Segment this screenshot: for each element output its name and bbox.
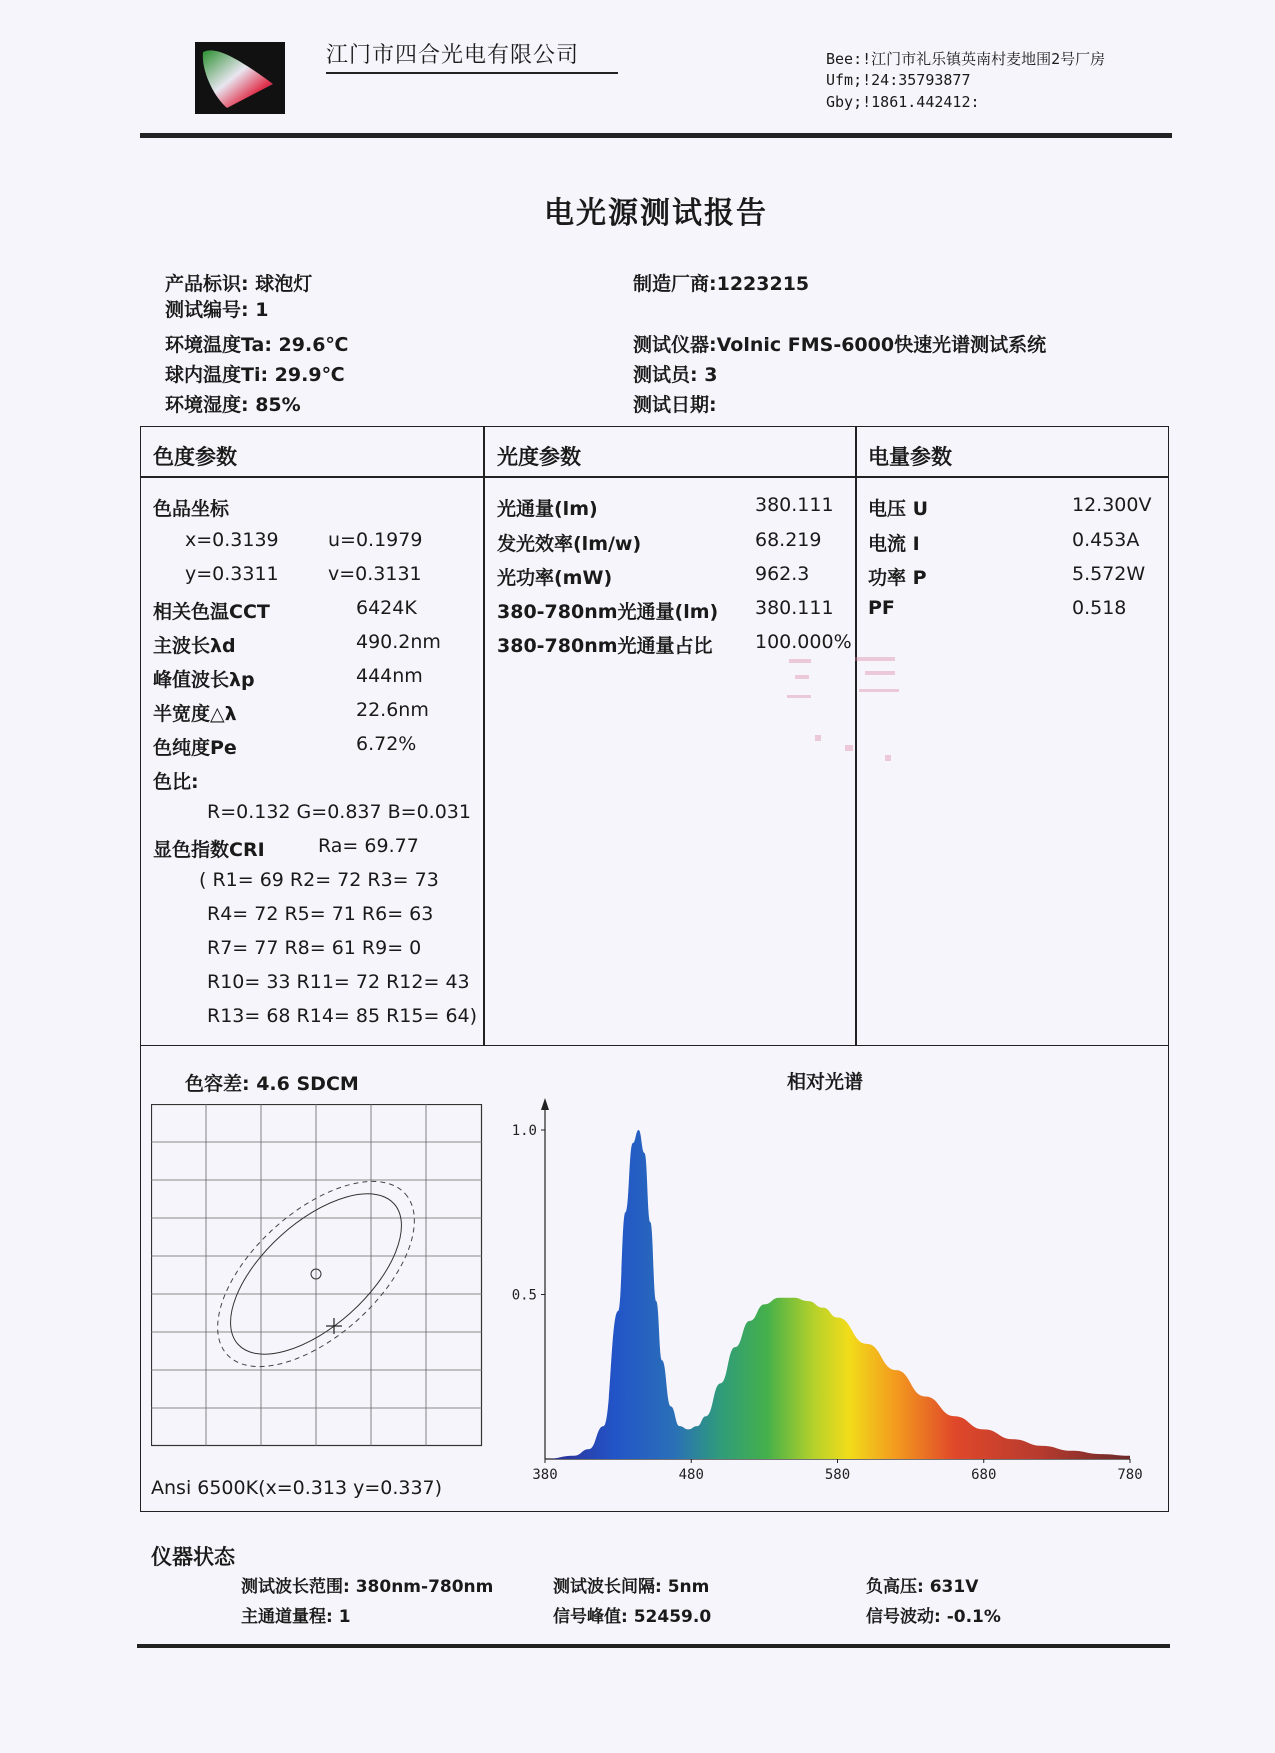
faint-stamp bbox=[785, 655, 915, 775]
photo-label-1: 发光效率(lm/w) bbox=[497, 533, 642, 555]
elec-label-0: 电压 U bbox=[868, 498, 929, 520]
test-number: 测试编号: 1 bbox=[165, 299, 269, 321]
photometry-header: 光度参数 bbox=[497, 445, 581, 469]
chroma-y: y=0.3311 bbox=[185, 563, 279, 585]
product-id: 产品标识: 球泡灯 bbox=[165, 273, 313, 295]
cie-gamut-icon bbox=[195, 42, 285, 114]
humidity: 环境湿度: 85% bbox=[165, 394, 301, 416]
company-address: Bee:!江门市礼乐镇英南村麦地围2号厂房 bbox=[826, 50, 1106, 68]
half-width-label: 半宽度△λ bbox=[153, 703, 237, 725]
photo-value-4: 100.000% bbox=[755, 631, 852, 653]
spectrum-chart bbox=[505, 1090, 1145, 1490]
x-tick-label: 780 bbox=[1117, 1467, 1143, 1483]
x-tick-label: 480 bbox=[678, 1467, 704, 1483]
cri-line-5: R13= 68 R14= 85 R15= 64) bbox=[207, 1005, 478, 1027]
spectrum-title: 相对光谱 bbox=[787, 1071, 864, 1093]
elec-value-1: 0.453A bbox=[1072, 529, 1140, 551]
company-tel: Ufm;!24:35793877 bbox=[826, 71, 971, 89]
dominant-wl-value: 490.2nm bbox=[356, 631, 441, 653]
spectrum-area bbox=[545, 1130, 1130, 1459]
sphere-temp: 球内温度Ti: 29.9℃ bbox=[165, 364, 345, 386]
peak-wl-label: 峰值波长λp bbox=[153, 669, 255, 691]
photo-value-2: 962.3 bbox=[755, 563, 810, 585]
chroma-x: x=0.3139 bbox=[185, 529, 279, 551]
photo-label-4: 380-780nm光通量占比 bbox=[497, 635, 713, 657]
sdcm-label: 色容差: 4.6 SDCM bbox=[185, 1073, 359, 1095]
color-ratio-value: R=0.132 G=0.837 B=0.031 bbox=[207, 801, 471, 823]
cri-line-2: R4= 72 R5= 71 R6= 63 bbox=[207, 903, 434, 925]
company-logo bbox=[195, 42, 285, 114]
cri-label: 显色指数CRI bbox=[153, 839, 265, 861]
negative-high-voltage: 负高压: 631V bbox=[866, 1577, 979, 1597]
company-fax: Gby;!1861.442412: bbox=[826, 93, 980, 111]
photo-label-0: 光通量(lm) bbox=[497, 498, 598, 520]
chroma-v: v=0.3131 bbox=[328, 563, 422, 585]
chroma-u: u=0.1979 bbox=[328, 529, 423, 551]
cri-ra: Ra= 69.77 bbox=[318, 835, 419, 857]
elec-label-3: PF bbox=[868, 597, 895, 619]
x-tick-label: 380 bbox=[532, 1467, 558, 1483]
sdcm-ellipse-plot bbox=[151, 1104, 483, 1447]
elec-value-3: 0.518 bbox=[1072, 597, 1127, 619]
y-axis-arrow bbox=[541, 1098, 549, 1110]
chroma-coords-label: 色品坐标 bbox=[153, 498, 230, 520]
test-date: 测试日期: bbox=[633, 394, 717, 416]
electrical-header: 电量参数 bbox=[868, 445, 952, 469]
dominant-wl-label: 主波长λd bbox=[153, 635, 236, 657]
main-channel-range: 主通道量程: 1 bbox=[241, 1607, 351, 1627]
elec-label-1: 电流 I bbox=[868, 533, 920, 555]
signal-peak: 信号峰值: 52459.0 bbox=[553, 1607, 712, 1627]
purity-label: 色纯度Pe bbox=[153, 737, 237, 759]
cri-line-3: R7= 77 R8= 61 R9= 0 bbox=[207, 937, 422, 959]
instrument-state-header: 仪器状态 bbox=[151, 1545, 235, 1569]
x-tick-label: 580 bbox=[824, 1467, 851, 1483]
manufacturer: 制造厂商:1223215 bbox=[633, 273, 810, 295]
half-width-value: 22.6nm bbox=[356, 699, 429, 721]
wavelength-interval: 测试波长间隔: 5nm bbox=[553, 1577, 710, 1597]
photo-label-2: 光功率(mW) bbox=[497, 567, 613, 589]
cct-value: 6424K bbox=[356, 597, 417, 619]
instrument: 测试仪器:Volnic FMS-6000快速光谱测试系统 bbox=[633, 334, 1047, 356]
company-name: 江门市四合光电有限公司 bbox=[326, 43, 580, 68]
elec-value-0: 12.300V bbox=[1072, 494, 1152, 516]
signal-fluctuation: 信号波动: -0.1% bbox=[866, 1607, 1001, 1627]
x-tick-label: 680 bbox=[971, 1467, 997, 1483]
y-tick-label: 0.5 bbox=[511, 1287, 537, 1304]
measured-point bbox=[326, 1318, 342, 1334]
purity-value: 6.72% bbox=[356, 733, 417, 755]
color-ratio-label: 色比: bbox=[153, 771, 199, 793]
photo-label-3: 380-780nm光通量(lm) bbox=[497, 601, 719, 623]
elec-label-2: 功率 P bbox=[868, 567, 927, 589]
cri-line-4: R10= 33 R11= 72 R12= 43 bbox=[207, 971, 470, 993]
report-title: 电光源测试报告 bbox=[544, 196, 768, 231]
cct-label: 相关色温CCT bbox=[153, 601, 270, 623]
tester: 测试员: 3 bbox=[633, 364, 718, 386]
y-tick-label: 1.0 bbox=[511, 1123, 537, 1139]
photo-value-0: 380.111 bbox=[755, 494, 834, 516]
elec-value-2: 5.572W bbox=[1072, 563, 1146, 585]
ambient-temp: 环境温度Ta: 29.6℃ bbox=[165, 334, 349, 356]
cri-line-1: ( R1= 69 R2= 72 R3= 73 bbox=[199, 869, 439, 891]
photo-value-1: 68.219 bbox=[755, 529, 822, 551]
ansi-reference: Ansi 6500K(x=0.313 y=0.337) bbox=[151, 1477, 443, 1499]
peak-wl-value: 444nm bbox=[356, 665, 423, 687]
wavelength-range: 测试波长范围: 380nm-780nm bbox=[241, 1577, 494, 1597]
photo-value-3: 380.111 bbox=[755, 597, 834, 619]
colorimetry-header: 色度参数 bbox=[153, 445, 237, 469]
